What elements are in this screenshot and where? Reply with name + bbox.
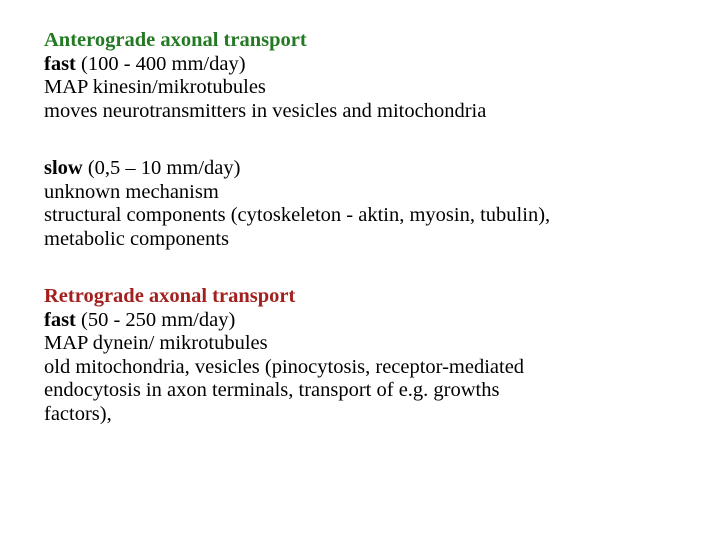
anterograde-slow-line <box>44 157 684 181</box>
anterograde-fast-mechanism: MAP kinesin/mikrotubules <box>44 76 266 98</box>
slide-content <box>44 29 684 426</box>
anterograde-fast-line <box>44 53 684 77</box>
anterograde-slow-cargo-1: structural components (cytoskeleton - aktin, myosin, tubulin), <box>44 204 551 226</box>
retrograde-cargo-2: endocytosis in axon terminals, transport of e.g. growths <box>44 379 500 401</box>
spacer <box>44 123 684 157</box>
retrograde-cargo-1: old mitochondria, vesicles (pinocytosis, receptor-mediated <box>44 355 525 378</box>
retrograde-section <box>44 285 684 426</box>
anterograde-slow-mechanism: unknown mechanism <box>44 180 219 203</box>
retrograde-fast-line <box>44 309 684 333</box>
anterograde-fast-rate: (100 - 400 mm/day) <box>75 52 246 75</box>
spacer <box>44 251 684 285</box>
retrograde-fast-rate: (50 - 250 mm/day) <box>75 308 236 331</box>
anterograde-fast-label: fast <box>44 52 76 75</box>
anterograde-fast-cargo: moves neurotransmitters in vesicles and mitochondria <box>44 99 487 122</box>
anterograde-heading: Anterograde axonal transport <box>44 29 307 51</box>
retrograde-fast-label: fast <box>44 308 76 331</box>
retrograde-heading: Retrograde axonal transport <box>44 285 296 307</box>
anterograde-section <box>44 29 684 251</box>
retrograde-cargo-3: factors), <box>44 402 112 425</box>
retrograde-fast-mechanism: MAP dynein/ mikrotubules <box>44 332 268 354</box>
anterograde-slow-cargo-2: metabolic components <box>44 227 230 250</box>
anterograde-slow-rate: (0,5 – 10 mm/day) <box>82 157 241 179</box>
anterograde-slow-label: slow <box>44 157 83 179</box>
